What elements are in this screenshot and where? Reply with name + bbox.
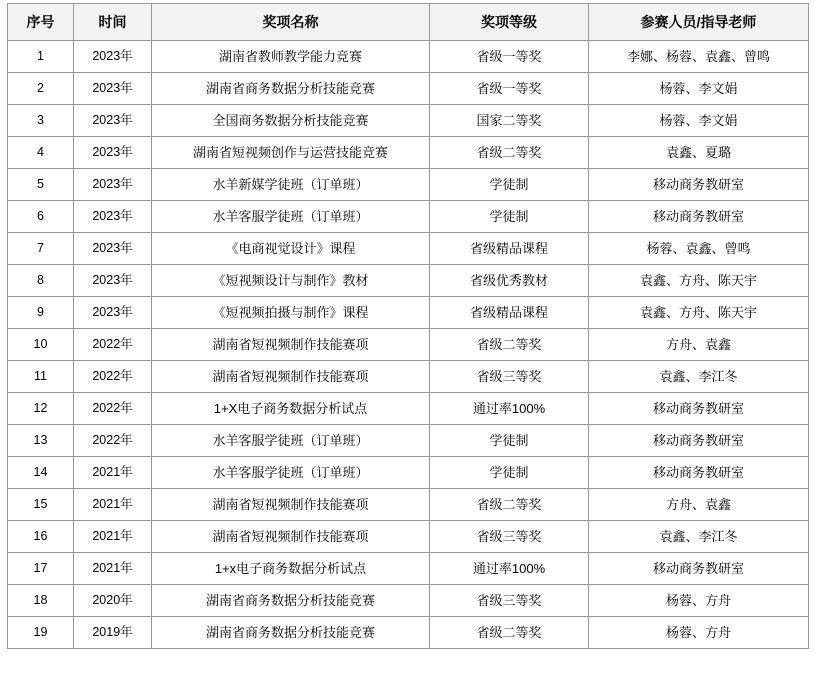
table-row bbox=[8, 617, 809, 649]
column-header-year: 时间 bbox=[74, 4, 152, 41]
cell-award-level: 省级二等奖 bbox=[430, 489, 589, 521]
column-header-people: 参赛人员/指导老师 bbox=[589, 4, 809, 41]
table-row bbox=[8, 265, 809, 297]
cell-participants: 袁鑫、夏璐 bbox=[589, 137, 809, 169]
cell-award-name: 《短视频设计与制作》教材 bbox=[152, 265, 430, 297]
cell-year: 2021年 bbox=[74, 521, 152, 553]
cell-index: 12 bbox=[8, 393, 74, 425]
cell-participants: 方舟、袁鑫 bbox=[589, 489, 809, 521]
cell-participants: 袁鑫、方舟、陈天宇 bbox=[589, 297, 809, 329]
cell-participants: 杨蓉、李文娟 bbox=[589, 73, 809, 105]
cell-participants: 杨蓉、袁鑫、曾鸣 bbox=[589, 233, 809, 265]
cell-award-level: 省级精品课程 bbox=[430, 233, 589, 265]
cell-index: 5 bbox=[8, 169, 74, 201]
cell-year: 2023年 bbox=[74, 265, 152, 297]
cell-award-level: 省级一等奖 bbox=[430, 41, 589, 73]
cell-award-name: 湖南省商务数据分析技能竞赛 bbox=[152, 73, 430, 105]
table-row bbox=[8, 553, 809, 585]
cell-year: 2023年 bbox=[74, 137, 152, 169]
cell-award-name: 湖南省商务数据分析技能竞赛 bbox=[152, 617, 430, 649]
cell-index: 15 bbox=[8, 489, 74, 521]
cell-participants: 移动商务教研室 bbox=[589, 457, 809, 489]
cell-award-level: 省级精品课程 bbox=[430, 297, 589, 329]
cell-index: 16 bbox=[8, 521, 74, 553]
cell-award-name: 湖南省教师教学能力竞赛 bbox=[152, 41, 430, 73]
cell-award-name: 《短视频拍摄与制作》课程 bbox=[152, 297, 430, 329]
table-header-row bbox=[8, 4, 809, 41]
cell-award-level: 国家二等奖 bbox=[430, 105, 589, 137]
table-row bbox=[8, 201, 809, 233]
cell-index: 18 bbox=[8, 585, 74, 617]
cell-year: 2023年 bbox=[74, 297, 152, 329]
column-header-index: 序号 bbox=[8, 4, 74, 41]
cell-year: 2023年 bbox=[74, 105, 152, 137]
cell-participants: 袁鑫、方舟、陈天宇 bbox=[589, 265, 809, 297]
cell-participants: 移动商务教研室 bbox=[589, 201, 809, 233]
table-row bbox=[8, 489, 809, 521]
cell-award-name: 湖南省短视频制作技能赛项 bbox=[152, 361, 430, 393]
cell-year: 2023年 bbox=[74, 233, 152, 265]
cell-index: 17 bbox=[8, 553, 74, 585]
cell-participants: 移动商务教研室 bbox=[589, 393, 809, 425]
table-row bbox=[8, 105, 809, 137]
cell-award-level: 省级三等奖 bbox=[430, 585, 589, 617]
cell-year: 2023年 bbox=[74, 41, 152, 73]
cell-award-level: 通过率100% bbox=[430, 393, 589, 425]
cell-award-name: 水羊客服学徒班（订单班） bbox=[152, 425, 430, 457]
cell-participants: 移动商务教研室 bbox=[589, 425, 809, 457]
cell-award-name: 1+X电子商务数据分析试点 bbox=[152, 393, 430, 425]
cell-index: 2 bbox=[8, 73, 74, 105]
cell-participants: 袁鑫、李江冬 bbox=[589, 361, 809, 393]
cell-award-level: 省级优秀教材 bbox=[430, 265, 589, 297]
cell-award-name: 湖南省短视频创作与运营技能竞赛 bbox=[152, 137, 430, 169]
cell-award-name: 水羊新媒学徒班（订单班） bbox=[152, 169, 430, 201]
cell-year: 2020年 bbox=[74, 585, 152, 617]
table-header bbox=[8, 4, 809, 41]
table-row bbox=[8, 425, 809, 457]
table-row bbox=[8, 521, 809, 553]
cell-year: 2021年 bbox=[74, 553, 152, 585]
cell-award-level: 省级三等奖 bbox=[430, 521, 589, 553]
table-body bbox=[8, 41, 809, 649]
cell-award-level: 学徒制 bbox=[430, 201, 589, 233]
table-row bbox=[8, 585, 809, 617]
cell-award-name: 全国商务数据分析技能竞赛 bbox=[152, 105, 430, 137]
cell-award-name: 水羊客服学徒班（订单班） bbox=[152, 457, 430, 489]
cell-participants: 方舟、袁鑫 bbox=[589, 329, 809, 361]
table-row bbox=[8, 329, 809, 361]
cell-award-name: 湖南省短视频制作技能赛项 bbox=[152, 521, 430, 553]
cell-year: 2023年 bbox=[74, 73, 152, 105]
table-row bbox=[8, 361, 809, 393]
achievements-table-container bbox=[0, 3, 815, 649]
cell-index: 1 bbox=[8, 41, 74, 73]
cell-award-name: 1+x电子商务数据分析试点 bbox=[152, 553, 430, 585]
cell-index: 19 bbox=[8, 617, 74, 649]
cell-year: 2023年 bbox=[74, 201, 152, 233]
cell-participants: 移动商务教研室 bbox=[589, 553, 809, 585]
cell-index: 8 bbox=[8, 265, 74, 297]
cell-award-name: 《电商视觉设计》课程 bbox=[152, 233, 430, 265]
cell-award-level: 省级三等奖 bbox=[430, 361, 589, 393]
cell-award-level: 省级二等奖 bbox=[430, 617, 589, 649]
cell-award-level: 省级二等奖 bbox=[430, 137, 589, 169]
cell-year: 2022年 bbox=[74, 329, 152, 361]
table-row bbox=[8, 137, 809, 169]
cell-year: 2021年 bbox=[74, 489, 152, 521]
cell-award-level: 省级一等奖 bbox=[430, 73, 589, 105]
cell-index: 3 bbox=[8, 105, 74, 137]
column-header-level: 奖项等级 bbox=[430, 4, 589, 41]
table-row bbox=[8, 233, 809, 265]
cell-participants: 杨蓉、方舟 bbox=[589, 617, 809, 649]
cell-index: 11 bbox=[8, 361, 74, 393]
cell-award-name: 湖南省商务数据分析技能竞赛 bbox=[152, 585, 430, 617]
cell-participants: 杨蓉、李文娟 bbox=[589, 105, 809, 137]
cell-index: 13 bbox=[8, 425, 74, 457]
column-header-name: 奖项名称 bbox=[152, 4, 430, 41]
cell-award-level: 学徒制 bbox=[430, 425, 589, 457]
cell-award-name: 湖南省短视频制作技能赛项 bbox=[152, 329, 430, 361]
table-row bbox=[8, 41, 809, 73]
cell-award-level: 学徒制 bbox=[430, 169, 589, 201]
cell-year: 2022年 bbox=[74, 425, 152, 457]
cell-participants: 袁鑫、李江冬 bbox=[589, 521, 809, 553]
cell-award-level: 省级二等奖 bbox=[430, 329, 589, 361]
table-row bbox=[8, 73, 809, 105]
cell-award-level: 学徒制 bbox=[430, 457, 589, 489]
cell-year: 2023年 bbox=[74, 169, 152, 201]
table-row bbox=[8, 457, 809, 489]
cell-participants: 李娜、杨蓉、袁鑫、曾鸣 bbox=[589, 41, 809, 73]
cell-award-name: 湖南省短视频制作技能赛项 bbox=[152, 489, 430, 521]
cell-index: 4 bbox=[8, 137, 74, 169]
table-row bbox=[8, 169, 809, 201]
cell-award-level: 通过率100% bbox=[430, 553, 589, 585]
table-row bbox=[8, 297, 809, 329]
cell-participants: 移动商务教研室 bbox=[589, 169, 809, 201]
cell-index: 7 bbox=[8, 233, 74, 265]
cell-year: 2022年 bbox=[74, 393, 152, 425]
cell-index: 9 bbox=[8, 297, 74, 329]
cell-index: 14 bbox=[8, 457, 74, 489]
cell-index: 10 bbox=[8, 329, 74, 361]
cell-participants: 杨蓉、方舟 bbox=[589, 585, 809, 617]
table-row bbox=[8, 393, 809, 425]
achievements-table bbox=[7, 3, 809, 649]
cell-year: 2019年 bbox=[74, 617, 152, 649]
cell-index: 6 bbox=[8, 201, 74, 233]
cell-year: 2021年 bbox=[74, 457, 152, 489]
cell-award-name: 水羊客服学徒班（订单班） bbox=[152, 201, 430, 233]
cell-year: 2022年 bbox=[74, 361, 152, 393]
